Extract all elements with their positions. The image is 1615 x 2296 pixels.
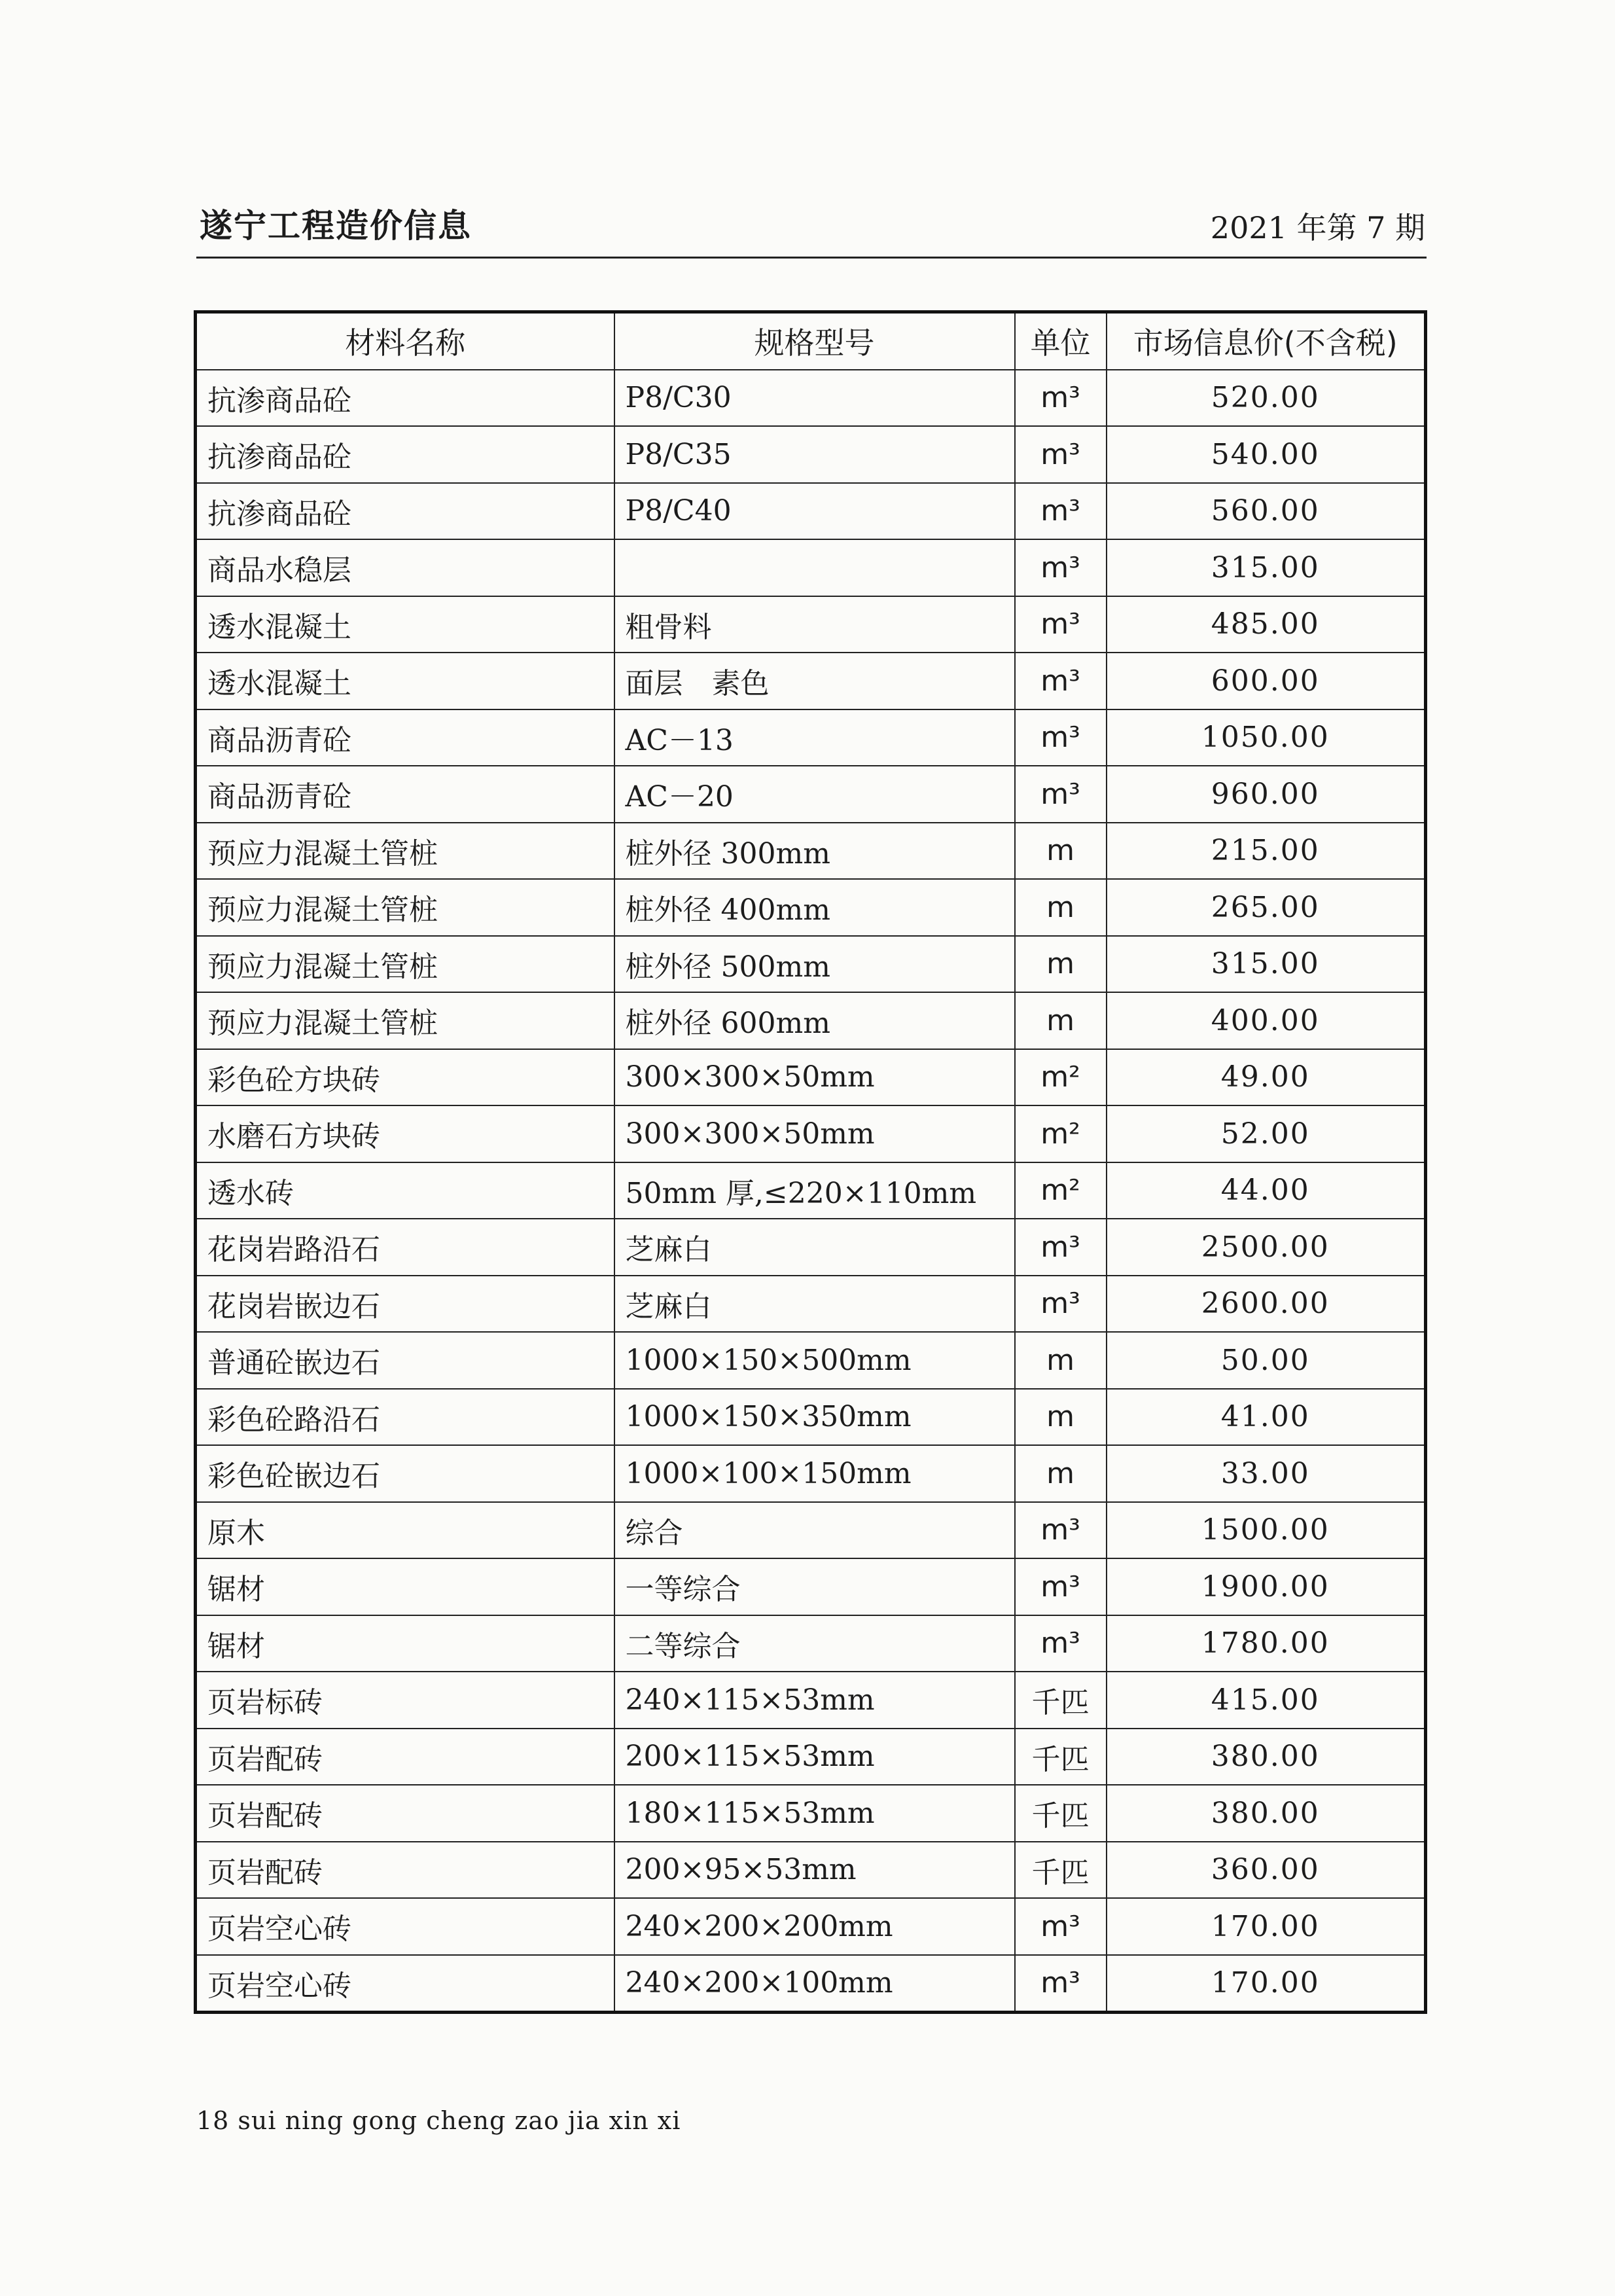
material-name-cell: 预应力混凝土管桩 [196, 992, 614, 1049]
table-row [196, 596, 1426, 653]
material-name-cell: 商品沥青砼 [196, 766, 614, 823]
price-cell: 33.00 [1107, 1445, 1426, 1502]
unit-cell: m³ [1015, 596, 1107, 653]
spec-cell: 桩外径 500mm [614, 936, 1015, 993]
table-row [196, 1445, 1426, 1502]
material-name-cell: 普通砼嵌边石 [196, 1332, 614, 1389]
material-name-cell: 水磨石方块砖 [196, 1105, 614, 1162]
price-cell: 2600.00 [1107, 1276, 1426, 1333]
unit-cell: m² [1015, 1105, 1107, 1162]
price-cell: 41.00 [1107, 1389, 1426, 1446]
material-name-cell: 页岩配砖 [196, 1785, 614, 1842]
spec-cell: 二等综合 [614, 1615, 1015, 1672]
material-name-cell: 彩色砼路沿石 [196, 1389, 614, 1446]
table-row [196, 1219, 1426, 1276]
unit-cell: m [1015, 936, 1107, 993]
material-name-cell: 商品水稳层 [196, 539, 614, 596]
material-name-cell: 彩色砼方块砖 [196, 1049, 614, 1106]
table-row [196, 1729, 1426, 1785]
table-row [196, 879, 1426, 936]
table-row [196, 1785, 1426, 1842]
unit-cell: m³ [1015, 1276, 1107, 1333]
material-name-cell: 透水混凝土 [196, 596, 614, 653]
unit-cell: m³ [1015, 1955, 1107, 2013]
price-cell: 540.00 [1107, 426, 1426, 483]
table-row [196, 1558, 1426, 1615]
price-cell: 360.00 [1107, 1842, 1426, 1899]
spec-cell: P8/C40 [614, 483, 1015, 540]
table-row [196, 709, 1426, 766]
price-cell: 1900.00 [1107, 1558, 1426, 1615]
column-header-spec: 规格型号 [614, 312, 1015, 370]
spec-cell: 一等综合 [614, 1558, 1015, 1615]
unit-cell: m³ [1015, 653, 1107, 709]
unit-cell: m³ [1015, 426, 1107, 483]
spec-cell: 1000×150×500mm [614, 1332, 1015, 1389]
table-row [196, 823, 1426, 880]
price-cell: 400.00 [1107, 992, 1426, 1049]
table-row [196, 936, 1426, 993]
price-cell: 315.00 [1107, 539, 1426, 596]
material-name-cell: 抗渗商品砼 [196, 370, 614, 427]
price-cell: 520.00 [1107, 370, 1426, 427]
spec-cell: 50mm 厚,≤220×110mm [614, 1162, 1015, 1219]
table-row [196, 1955, 1426, 2013]
spec-cell: P8/C30 [614, 370, 1015, 427]
page-footer: 18 sui ning gong cheng zao jia xin xi [196, 2106, 681, 2135]
table-body [196, 370, 1426, 2013]
price-cell: 50.00 [1107, 1332, 1426, 1389]
unit-cell: m [1015, 992, 1107, 1049]
column-header-unit: 单位 [1015, 312, 1107, 370]
unit-cell: m [1015, 823, 1107, 880]
unit-cell: m³ [1015, 1615, 1107, 1672]
material-name-cell: 商品沥青砼 [196, 709, 614, 766]
unit-cell: m [1015, 1332, 1107, 1389]
price-cell: 52.00 [1107, 1105, 1426, 1162]
price-cell: 1780.00 [1107, 1615, 1426, 1672]
header-divider [196, 257, 1427, 259]
price-cell: 170.00 [1107, 1955, 1426, 2013]
unit-cell: 千匹 [1015, 1672, 1107, 1729]
table-row [196, 992, 1426, 1049]
unit-cell: m³ [1015, 539, 1107, 596]
price-cell: 49.00 [1107, 1049, 1426, 1106]
table-row [196, 483, 1426, 540]
material-name-cell: 页岩标砖 [196, 1672, 614, 1729]
price-cell: 380.00 [1107, 1729, 1426, 1785]
price-cell: 44.00 [1107, 1162, 1426, 1219]
material-name-cell: 锯材 [196, 1615, 614, 1672]
table-row [196, 1502, 1426, 1559]
price-cell: 560.00 [1107, 483, 1426, 540]
material-name-cell: 预应力混凝土管桩 [196, 936, 614, 993]
price-cell: 215.00 [1107, 823, 1426, 880]
table-row [196, 1672, 1426, 1729]
spec-cell: 240×200×200mm [614, 1898, 1015, 1955]
table-row [196, 1842, 1426, 1899]
spec-cell [614, 539, 1015, 596]
table-row [196, 370, 1426, 427]
spec-cell: 200×95×53mm [614, 1842, 1015, 1899]
unit-cell: m³ [1015, 709, 1107, 766]
spec-cell: 粗骨料 [614, 596, 1015, 653]
spec-cell: 1000×100×150mm [614, 1445, 1015, 1502]
unit-cell: m³ [1015, 766, 1107, 823]
spec-cell: 1000×150×350mm [614, 1389, 1015, 1446]
material-name-cell: 页岩配砖 [196, 1729, 614, 1785]
spec-cell: AC－13 [614, 709, 1015, 766]
unit-cell: 千匹 [1015, 1729, 1107, 1785]
price-cell: 485.00 [1107, 596, 1426, 653]
spec-cell: 240×115×53mm [614, 1672, 1015, 1729]
material-name-cell: 抗渗商品砼 [196, 483, 614, 540]
unit-cell: m³ [1015, 1219, 1107, 1276]
material-name-cell: 透水砖 [196, 1162, 614, 1219]
material-name-cell: 彩色砼嵌边石 [196, 1445, 614, 1502]
material-name-cell: 预应力混凝土管桩 [196, 879, 614, 936]
spec-cell: 300×300×50mm [614, 1049, 1015, 1106]
price-cell: 170.00 [1107, 1898, 1426, 1955]
unit-cell: m² [1015, 1162, 1107, 1219]
unit-cell: m³ [1015, 370, 1107, 427]
material-name-cell: 页岩空心砖 [196, 1955, 614, 2013]
unit-cell: m³ [1015, 1898, 1107, 1955]
unit-cell: 千匹 [1015, 1842, 1107, 1899]
material-name-cell: 页岩空心砖 [196, 1898, 614, 1955]
material-name-cell: 花岗岩嵌边石 [196, 1276, 614, 1333]
price-cell: 265.00 [1107, 879, 1426, 936]
header-title: 遂宁工程造价信息 [200, 207, 472, 245]
price-cell: 1050.00 [1107, 709, 1426, 766]
price-cell: 315.00 [1107, 936, 1426, 993]
material-name-cell: 锯材 [196, 1558, 614, 1615]
spec-cell: 200×115×53mm [614, 1729, 1015, 1785]
spec-cell: 桩外径 300mm [614, 823, 1015, 880]
price-cell: 415.00 [1107, 1672, 1426, 1729]
table-row [196, 1276, 1426, 1333]
table-row [196, 1105, 1426, 1162]
table-row [196, 539, 1426, 596]
material-name-cell: 花岗岩路沿石 [196, 1219, 614, 1276]
unit-cell: m³ [1015, 483, 1107, 540]
spec-cell: 芝麻白 [614, 1219, 1015, 1276]
price-table [194, 310, 1427, 2014]
material-name-cell: 透水混凝土 [196, 653, 614, 709]
material-name-cell: 预应力混凝土管桩 [196, 823, 614, 880]
spec-cell: 桩外径 400mm [614, 879, 1015, 936]
price-cell: 380.00 [1107, 1785, 1426, 1842]
unit-cell: m³ [1015, 1502, 1107, 1559]
spec-cell: P8/C35 [614, 426, 1015, 483]
table-row [196, 1898, 1426, 1955]
table-row [196, 766, 1426, 823]
spec-cell: 240×200×100mm [614, 1955, 1015, 2013]
price-cell: 600.00 [1107, 653, 1426, 709]
price-cell: 1500.00 [1107, 1502, 1426, 1559]
table-row [196, 1332, 1426, 1389]
table-row [196, 1615, 1426, 1672]
unit-cell: m [1015, 1445, 1107, 1502]
unit-cell: m³ [1015, 1558, 1107, 1615]
spec-cell: 面层 素色 [614, 653, 1015, 709]
unit-cell: m [1015, 1389, 1107, 1446]
material-name-cell: 原木 [196, 1502, 614, 1559]
unit-cell: m² [1015, 1049, 1107, 1106]
column-header-price: 市场信息价(不含税) [1107, 312, 1426, 370]
price-cell: 2500.00 [1107, 1219, 1426, 1276]
spec-cell: 综合 [614, 1502, 1015, 1559]
table-row [196, 426, 1426, 483]
issue-number: 2021 年第 7 期 [1210, 210, 1425, 245]
unit-cell: 千匹 [1015, 1785, 1107, 1842]
column-header-name: 材料名称 [196, 312, 614, 370]
spec-cell: AC－20 [614, 766, 1015, 823]
unit-cell: m [1015, 879, 1107, 936]
spec-cell: 桩外径 600mm [614, 992, 1015, 1049]
spec-cell: 300×300×50mm [614, 1105, 1015, 1162]
table-row [196, 653, 1426, 709]
spec-cell: 180×115×53mm [614, 1785, 1015, 1842]
price-cell: 960.00 [1107, 766, 1426, 823]
table-row [196, 1389, 1426, 1446]
table-row [196, 1162, 1426, 1219]
spec-cell: 芝麻白 [614, 1276, 1015, 1333]
material-name-cell: 页岩配砖 [196, 1842, 614, 1899]
table-header-row [196, 312, 1426, 370]
material-name-cell: 抗渗商品砼 [196, 426, 614, 483]
table-row [196, 1049, 1426, 1106]
